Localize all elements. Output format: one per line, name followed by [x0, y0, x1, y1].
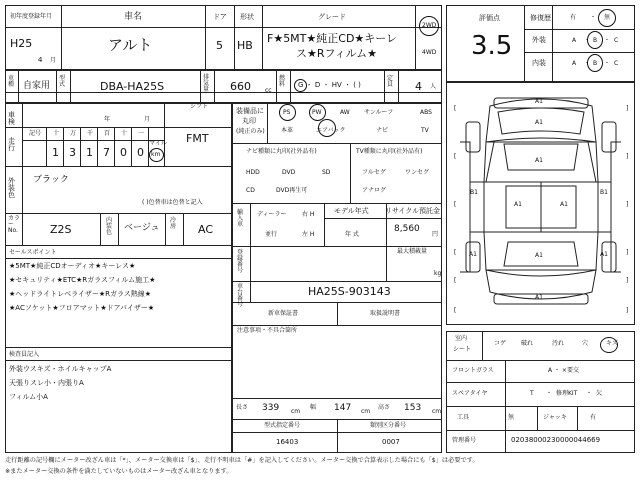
spare-label: スペアタイヤ: [452, 390, 488, 397]
spare-option: 欠: [596, 390, 603, 397]
type-designation-label: 型式指定番号: [264, 422, 301, 429]
mile-label: マイル: [149, 140, 167, 147]
bracket-mark: [: [454, 105, 457, 112]
yen-unit: 円: [432, 231, 439, 238]
manual-label: 取扱説明書: [370, 310, 401, 317]
kg-unit: kg: [434, 270, 442, 277]
displacement-label: 排気量: [203, 74, 210, 93]
max-load-label: 最大積載量: [397, 248, 428, 255]
model-year-unit: 年 式: [345, 231, 359, 238]
interior-grade: B: [593, 60, 598, 67]
ac-value: AC: [198, 223, 214, 236]
grade-interior-label: 内装: [532, 59, 546, 67]
reg-no-label: 登録番号: [237, 249, 244, 274]
spare-option: T: [530, 390, 534, 397]
car-name-value: アルト: [108, 36, 153, 54]
navi-option: SD: [322, 169, 331, 176]
middle-body-frame: [232, 103, 442, 453]
damage-code: A1: [469, 251, 477, 258]
mileage-digit: 1: [52, 146, 59, 159]
mgmt-no: 020380002300000446​69: [511, 436, 601, 444]
month-value: 4: [38, 56, 43, 64]
model-label: 型式: [59, 75, 66, 88]
drive-4wd: 4WD: [422, 49, 437, 56]
type-designation-value: 16403: [276, 438, 299, 446]
tools-value: 無: [508, 414, 515, 421]
reg-year-label: 初年度登録年月: [10, 13, 53, 20]
sales-point: ★5MT★純正CDオーディオ★キーレス★: [9, 262, 136, 270]
spare-option: ・: [586, 390, 593, 397]
inspector-note: フィルム小A: [9, 393, 48, 401]
width-cm: cm: [361, 408, 371, 415]
model-code-value: DBA-HA25S: [100, 80, 165, 93]
bracket-mark: ]: [626, 153, 629, 160]
width-value: 147: [334, 403, 352, 413]
inspector-label: 検査員記入: [9, 351, 40, 358]
category-no-label: 類別区分番号: [370, 422, 407, 429]
car-body-diagram: [446, 82, 635, 325]
damage-code: A1: [535, 98, 543, 105]
interior-grade: C: [614, 60, 619, 67]
equip-item: TV: [421, 127, 429, 134]
equip-label-1: 装備品に: [236, 107, 264, 115]
interior-color-label: 内装色: [106, 217, 113, 236]
spare-option: ・: [546, 390, 553, 397]
capacity-value: 4: [415, 80, 422, 93]
import-label: 輸入車: [237, 209, 244, 228]
height-cm: cm: [432, 408, 442, 415]
shift-label: シフト: [190, 103, 209, 110]
equip-label-3: (純正のみ): [236, 128, 265, 135]
inspector-note: 外装ウスキズ・ホイルキャップA: [9, 365, 112, 373]
insp-year-unit: 年: [104, 116, 111, 123]
left-hd-label: 左 H: [302, 231, 315, 238]
exterior-color-value: ブラック: [33, 175, 69, 185]
model-year-label: モデル年式: [334, 207, 369, 215]
car-name-label: 車名: [124, 12, 143, 22]
doors-value: 5: [216, 39, 223, 52]
navi-option: DVD再生可: [276, 187, 308, 194]
bracket-mark: ]: [626, 201, 629, 208]
grade-exterior-label: 外装: [532, 36, 546, 44]
equip-item: サンルーフ: [364, 109, 394, 116]
parallel-label: 並行: [265, 231, 278, 238]
category-no-value: 0007: [382, 438, 400, 446]
bracket-mark: [: [454, 201, 457, 208]
mileage-digit: 0: [137, 146, 144, 159]
mileage-digit: 0: [120, 146, 127, 159]
tv-option: アナログ: [362, 187, 387, 194]
exterior-grade: ・: [604, 37, 611, 44]
exterior-grade: B: [593, 37, 598, 44]
month-unit: 月: [50, 57, 57, 64]
score-value: 3.5: [471, 31, 513, 61]
dealer-label: ディーラー: [257, 211, 287, 218]
damage-code: A1: [535, 157, 543, 164]
equip-item: AW: [340, 109, 350, 116]
equip-item: 本革: [281, 127, 294, 134]
mileage-header: 万: [70, 130, 77, 137]
equip-item: エアバック: [316, 127, 346, 134]
width-label: 幅: [310, 404, 317, 411]
windshield-label: フロントガラス: [452, 367, 494, 374]
shape-label: 形状: [240, 13, 254, 21]
color-note: ( )色替車は色替と記入: [142, 199, 203, 206]
damage-code: B1: [470, 189, 478, 196]
capacity-label: 定員: [387, 75, 394, 88]
sales-point: ★ACソケット★フロアマット★ドアバイザー★: [9, 304, 155, 312]
interior-grade: A: [572, 60, 577, 67]
notes-label: 注意事項・不具合箇所: [237, 327, 298, 334]
chassis-label: 車台番号: [237, 283, 244, 308]
mileage-digit: 3: [69, 146, 76, 159]
bracket-mark: ]: [626, 307, 629, 314]
color-no-label: カラーNo.: [8, 215, 21, 234]
mgmt-label: 管理番号: [452, 437, 477, 444]
damage-code: B1: [600, 189, 608, 196]
shift-value: FMT: [186, 132, 209, 145]
equip-item: PS: [283, 109, 291, 116]
chassis-no: HA25S-903143: [308, 285, 391, 298]
length-label: 長さ: [236, 404, 249, 411]
damage-code: A1: [600, 251, 608, 258]
fuel-options: G ・ D ・ HV ・ ( ): [298, 81, 361, 89]
recycle-value: 8,560: [394, 224, 420, 234]
sales-point: ★セキュリティ★ETC★Rガラスフィルム施工★: [9, 276, 156, 284]
footer-line-2: ※またメーター交換の条件を満たしていないものはメーター改ざん車となります。: [5, 468, 233, 475]
footer-line-1: 走行距離の記号欄にメーター改ざん車は「*」、メーター交換車は「$」、走行不明車は「#」を記入してください。メーター交換で合算表示した場合にも「$」は必要です。: [5, 457, 479, 464]
damage-code: A1: [535, 294, 543, 301]
height-label: 高さ: [378, 404, 391, 411]
equip-item: PW: [312, 109, 322, 116]
jack-label: ジャッキ: [543, 414, 567, 421]
damage-code: A1: [535, 252, 543, 259]
grade-line-2: ス★Rフィルム★: [296, 47, 378, 60]
shape-value: HB: [237, 39, 253, 52]
tv-title: TV種類に丸印(社外品有): [356, 148, 423, 155]
interior-grade: ・: [584, 60, 591, 67]
spare-option: 修理KIT: [556, 390, 578, 397]
drive-2wd: 2WD: [422, 22, 437, 29]
navi-title: ナビ種類に丸印(社外品有): [246, 148, 317, 155]
damage-code: A1: [560, 201, 568, 208]
damage-code: A1: [535, 119, 543, 126]
damage-code: A1: [514, 201, 522, 208]
km-label: km: [151, 151, 161, 158]
score-label: 評価点: [479, 14, 500, 22]
seat-item: 汚れ: [552, 340, 565, 347]
mileage-header: 千: [87, 130, 94, 137]
displacement-value: 660: [230, 80, 251, 93]
model-year-value: H25: [10, 37, 33, 50]
seat-item: コゲ: [494, 340, 507, 347]
inspection-label: 車検: [8, 111, 15, 126]
exterior-grade: A: [572, 37, 577, 44]
mileage-header: 十: [53, 130, 60, 137]
insp-month-unit: 月: [144, 116, 151, 123]
bracket-mark: [: [454, 153, 457, 160]
sales-point: ★ヘッドライトレベライザー★Rガラス熱線★: [9, 290, 152, 298]
exterior-color-label: 外装色: [8, 177, 15, 199]
fuel-label: 燃料: [279, 75, 286, 88]
grade-label: グレード: [318, 13, 346, 21]
navi-option: DVD: [282, 169, 296, 176]
repair-label: 修復歴: [530, 14, 551, 22]
seat-item: 破れ: [521, 340, 534, 347]
color-no-value: Z2S: [50, 223, 72, 236]
tools-label: 工具: [457, 414, 470, 421]
tv-option: フルセグ: [362, 169, 386, 176]
category-value: 自家用: [23, 81, 51, 91]
bracket-mark: ]: [626, 249, 629, 256]
seat-label-2: シート: [453, 346, 472, 353]
warranty-label: 新車保証書: [268, 310, 299, 317]
bracket-mark: ]: [626, 105, 629, 112]
exterior-grade: ・: [584, 37, 591, 44]
mileage-digit: 7: [103, 146, 110, 159]
ac-label: 冷房: [170, 217, 177, 230]
mileage-header: 記号: [29, 130, 42, 137]
windshield-value: A ・ ×要交: [548, 367, 579, 374]
length-cm: cm: [291, 408, 301, 415]
bracket-mark: [: [454, 249, 457, 256]
sales-points-label: セールスポイント: [9, 249, 57, 256]
equip-item: ナビ: [376, 127, 389, 134]
equip-label-2: 丸印: [242, 117, 256, 125]
repair-option: ・: [590, 14, 597, 21]
navi-option: CD: [246, 187, 255, 194]
seat-label-1: 室内: [455, 335, 468, 342]
jack-value: 有: [590, 414, 597, 421]
mileage-header: 一: [138, 130, 145, 137]
repair-option: 有: [570, 14, 577, 21]
bracket-mark: ]: [626, 277, 629, 284]
category-label: 車種: [8, 75, 15, 88]
navi-option: HDD: [246, 169, 260, 176]
length-value: 339: [262, 403, 280, 413]
height-value: 153: [404, 403, 422, 413]
bracket-mark: [: [454, 277, 457, 284]
tv-option: ワンセグ: [405, 169, 430, 176]
recycle-label: リサイクル預託金: [385, 207, 441, 215]
mileage-digit: 1: [86, 146, 93, 159]
exterior-grade: C: [614, 37, 619, 44]
capacity-unit: 人: [430, 83, 437, 90]
bracket-mark: [: [454, 307, 457, 314]
door-label: ドア: [213, 13, 227, 21]
interior-color-value: ベージュ: [124, 223, 160, 233]
mileage-header: 十: [121, 130, 128, 137]
cc-unit: cc: [265, 87, 272, 94]
seat-item: キズ: [606, 340, 618, 347]
repair-option: 無: [604, 14, 611, 21]
equip-item: ABS: [420, 109, 432, 116]
seat-item: 穴: [582, 340, 589, 347]
mileage-label: 走行: [8, 137, 15, 152]
mileage-header: 百: [104, 130, 111, 137]
right-hd-label: 右 H: [302, 211, 315, 218]
inspector-note: 天張りスレ小・内張りA: [9, 379, 84, 387]
grade-line-1: F★5MT★純正CD★キーレ: [267, 32, 398, 45]
interior-grade: ・: [604, 60, 611, 67]
